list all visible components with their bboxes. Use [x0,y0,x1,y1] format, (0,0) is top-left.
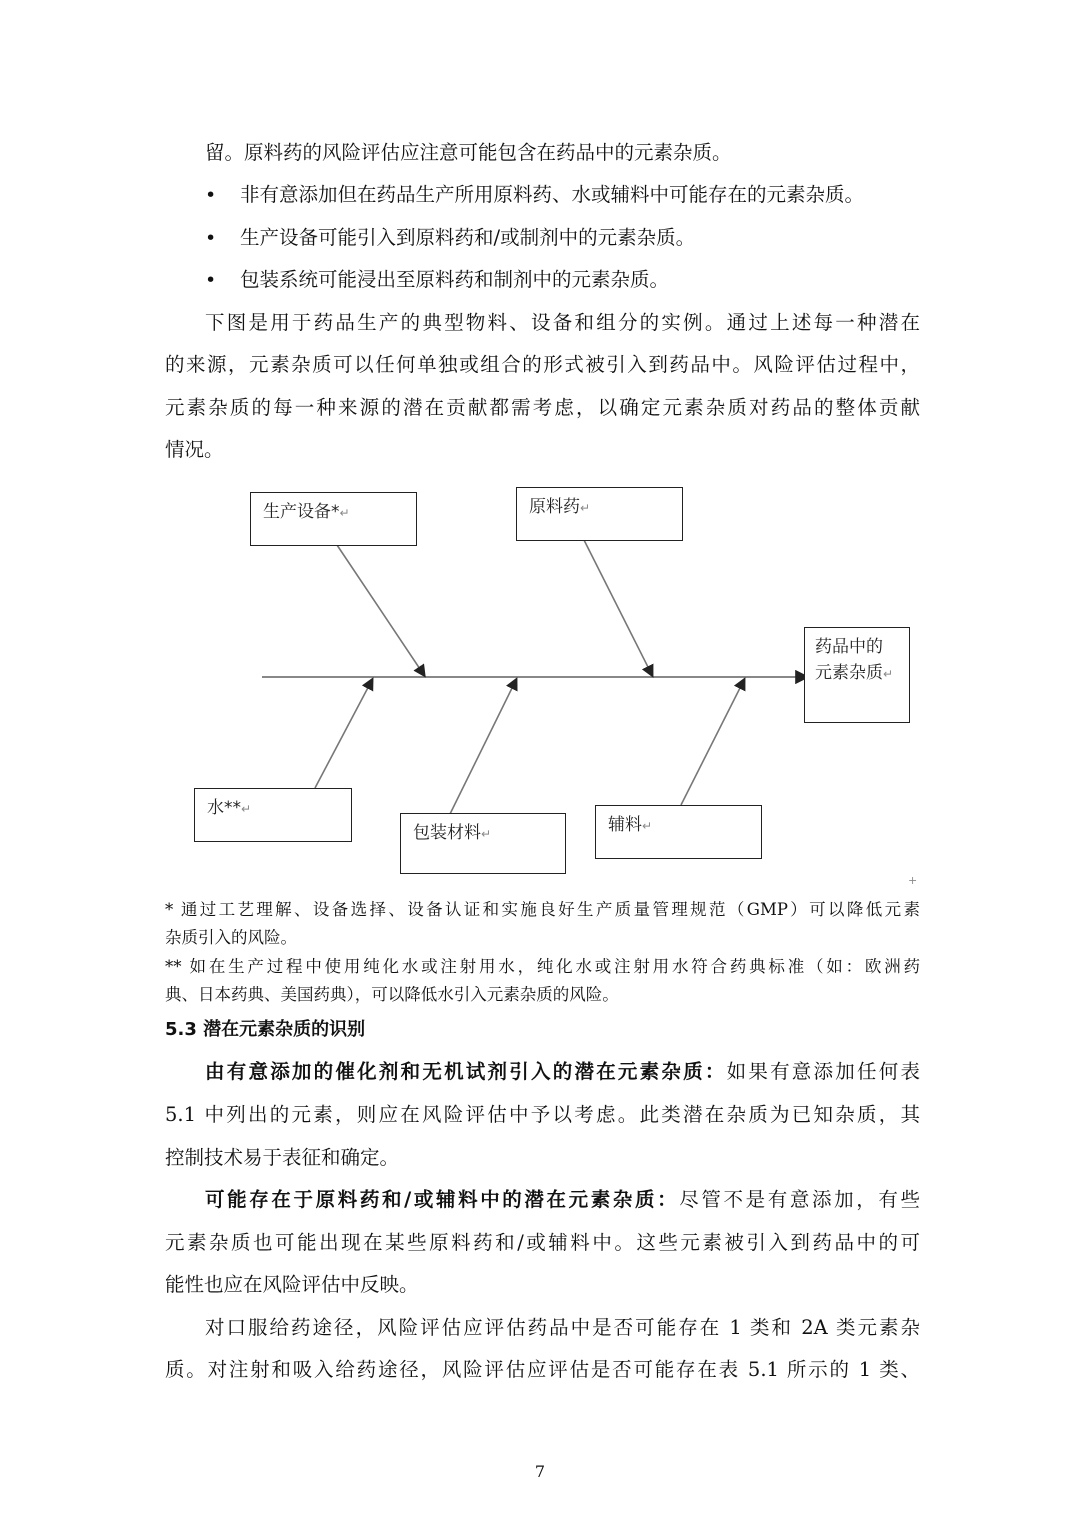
cause-label: 包装材料 [413,823,481,843]
effect-label-line1: 药品中的 [815,637,883,657]
paragraph-line: 质。对注射和吸入给药途径，风险评估应评估是否可能存在表 5.1 所示的 1 类、 [165,1358,920,1381]
anchor-mark-icon: + [908,874,918,887]
bullet-item: 包装系统可能浸出至原料药和制剂中的元素杂质。 [240,268,670,291]
paragraph-line: 情况。 [165,438,224,461]
paragraph-mark-icon: ↵ [883,667,894,681]
page-number: 7 [534,1462,546,1481]
cause-label: 生产设备* [263,502,340,522]
paragraph-line: 的来源，元素杂质可以任何单独或组合的形式被引入到药品中。风险评估过程中， [165,353,920,376]
paragraph-line: 元素杂质也可能出现在某些原料药和/或辅料中。这些元素被引入到药品中的可 [165,1231,920,1254]
paragraph-line [205,1060,920,1084]
effect-box [804,627,910,723]
paragraph-mark-icon: ↵ [241,802,252,816]
cause-label: 水** [207,798,241,818]
intro-continuation: 留。原料药的风险评估应注意可能包含在药品中的元素杂质。 [205,141,732,164]
footnote-2-line2: 典、日本药典、美国药典），可以降低水引入元素杂质的风险。 [165,985,619,1004]
cause-label: 辅料 [608,815,642,835]
paragraph-line [205,1188,920,1212]
cause-box-equipment [250,492,417,546]
footnote-1-line1: * 通过工艺理解、设备选择、设备认证和实施良好生产质量管理规范（GMP）可以降低元素 [165,900,920,919]
bold-lead: 可能存在于原料药和/或辅料中的潜在元素杂质： [205,1188,680,1211]
paragraph-mark-icon: ↵ [580,501,591,515]
section-heading: 5.3 潜在元素杂质的识别 [165,1019,366,1040]
footnote-2-line1: ** 如在生产过程中使用纯化水或注射用水，纯化水或注射用水符合药典标准（如：欧洲药 [165,957,920,976]
bold-lead: 由有意添加的催化剂和无机试剂引入的潜在元素杂质： [205,1060,727,1083]
paragraph-text: 尽管不是有意添加，有些 [679,1188,920,1211]
paragraph-line: 5.1 中列出的元素，则应在风险评估中予以考虑。此类潜在杂质为已知杂质，其 [165,1103,920,1126]
paragraph-line: 对口服给药途径，风险评估应评估药品中是否可能存在 1 类和 2A 类元素杂 [205,1316,920,1339]
paragraph-mark-icon: ↵ [481,827,492,841]
bullet-icon: • [205,184,217,206]
bullet-item: 非有意添加但在药品生产所用原料药、水或辅料中可能存在的元素杂质。 [240,183,865,206]
cause-box-excipient [595,805,762,859]
paragraph-line: 元素杂质的每一种来源的潜在贡献都需考虑，以确定元素杂质对药品的整体贡献 [165,396,920,419]
branch-arrow-equipment [337,545,424,675]
paragraph-mark-icon: ↵ [339,506,350,520]
paragraph-mark-icon: ↵ [642,819,653,833]
bullet-icon: • [205,269,217,291]
cause-box-api [516,487,683,541]
footnote-1-line2: 杂质引入的风险。 [165,928,297,947]
cause-label: 原料药 [529,497,580,517]
paragraph-line: 能性也应在风险评估中反映。 [165,1273,419,1296]
cause-box-packaging [400,813,566,874]
branch-arrow-api [584,540,652,675]
effect-label-line2: 元素杂质 [815,663,883,683]
paragraph-text: 如果有意添加任何表 [726,1060,920,1083]
paragraph-line: 下图是用于药品生产的典型物料、设备和组分的实例。通过上述每一种潜在 [205,311,920,334]
branch-arrow-water [315,680,372,788]
cause-box-water [194,788,352,842]
branch-arrow-excipient [681,680,744,805]
paragraph-line: 控制技术易于表征和确定。 [165,1146,400,1169]
bullet-icon: • [205,227,217,249]
branch-arrow-packaging [450,680,516,814]
bullet-item: 生产设备可能引入到原料药和/或制剂中的元素杂质。 [240,226,696,249]
